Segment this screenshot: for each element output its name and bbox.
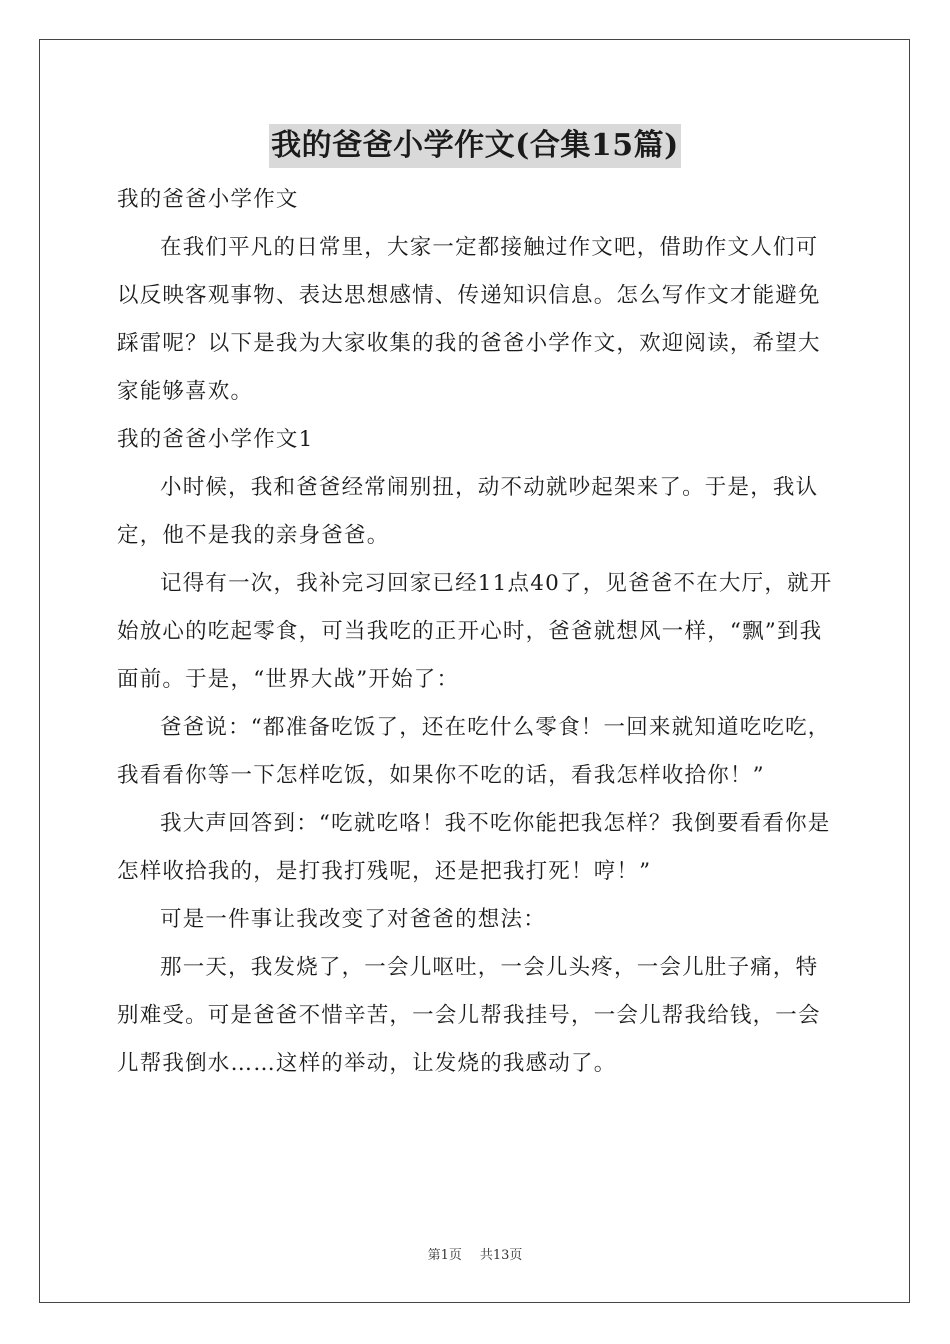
body-paragraph: 记得有一次，我补完习回家已经11点40了，见爸爸不在大厅，就开始放心的吃起零食，可当我吃的正开心时，爸爸就想风一样，“飘”到我面前。于是，“世界大战”开始了： [117,571,833,692]
page-footer [0,1244,950,1263]
body-paragraph: 那一天，我发烧了，一会儿呕吐，一会儿头疼，一会儿肚子痛，特别难受。可是爸爸不惜辛苦，一会儿帮我挂号，一会儿帮我给钱，一会儿帮我倒水……这样的举动，让发烧的我感动了。 [117,955,821,1076]
body-paragraph: 我大声回答到：“吃就吃咯！我不吃你能把我怎样？我倒要看看你是怎样收拾我的，是打我打残呢，还是把我打死！哼！” [117,811,831,884]
page-number: 第1页 [427,1248,462,1263]
body-paragraph: 爸爸说：“都准备吃饭了，还在吃什么零食！一回来就知道吃吃吃，我看看你等一下怎样吃饭，如果你不吃的话，看我怎样收拾你！” [117,715,831,788]
document-body [117,176,833,1088]
document-title: 我的爸爸小学作文(合集15篇) [269,124,681,168]
section-heading: 我的爸爸小学作文1 [117,427,314,452]
body-paragraph: 在我们平凡的日常里，大家一定都接触过作文吧，借助作文人们可以反映客观事物、表达思想感情、传递知识信息。怎么写作文才能避免踩雷呢？以下是我为大家收集的我的爸爸小学作文，欢迎阅读，希望大家能够喜欢。 [117,235,821,404]
section-heading: 我的爸爸小学作文 [117,187,299,212]
page-total: 共13页 [479,1248,523,1263]
title-container [0,124,950,168]
body-paragraph: 小时候，我和爸爸经常闹别扭，动不动就吵起架来了。于是，我认定，他不是我的亲身爸爸。 [117,475,819,548]
body-paragraph: 可是一件事让我改变了对爸爸的想法： [160,907,546,932]
